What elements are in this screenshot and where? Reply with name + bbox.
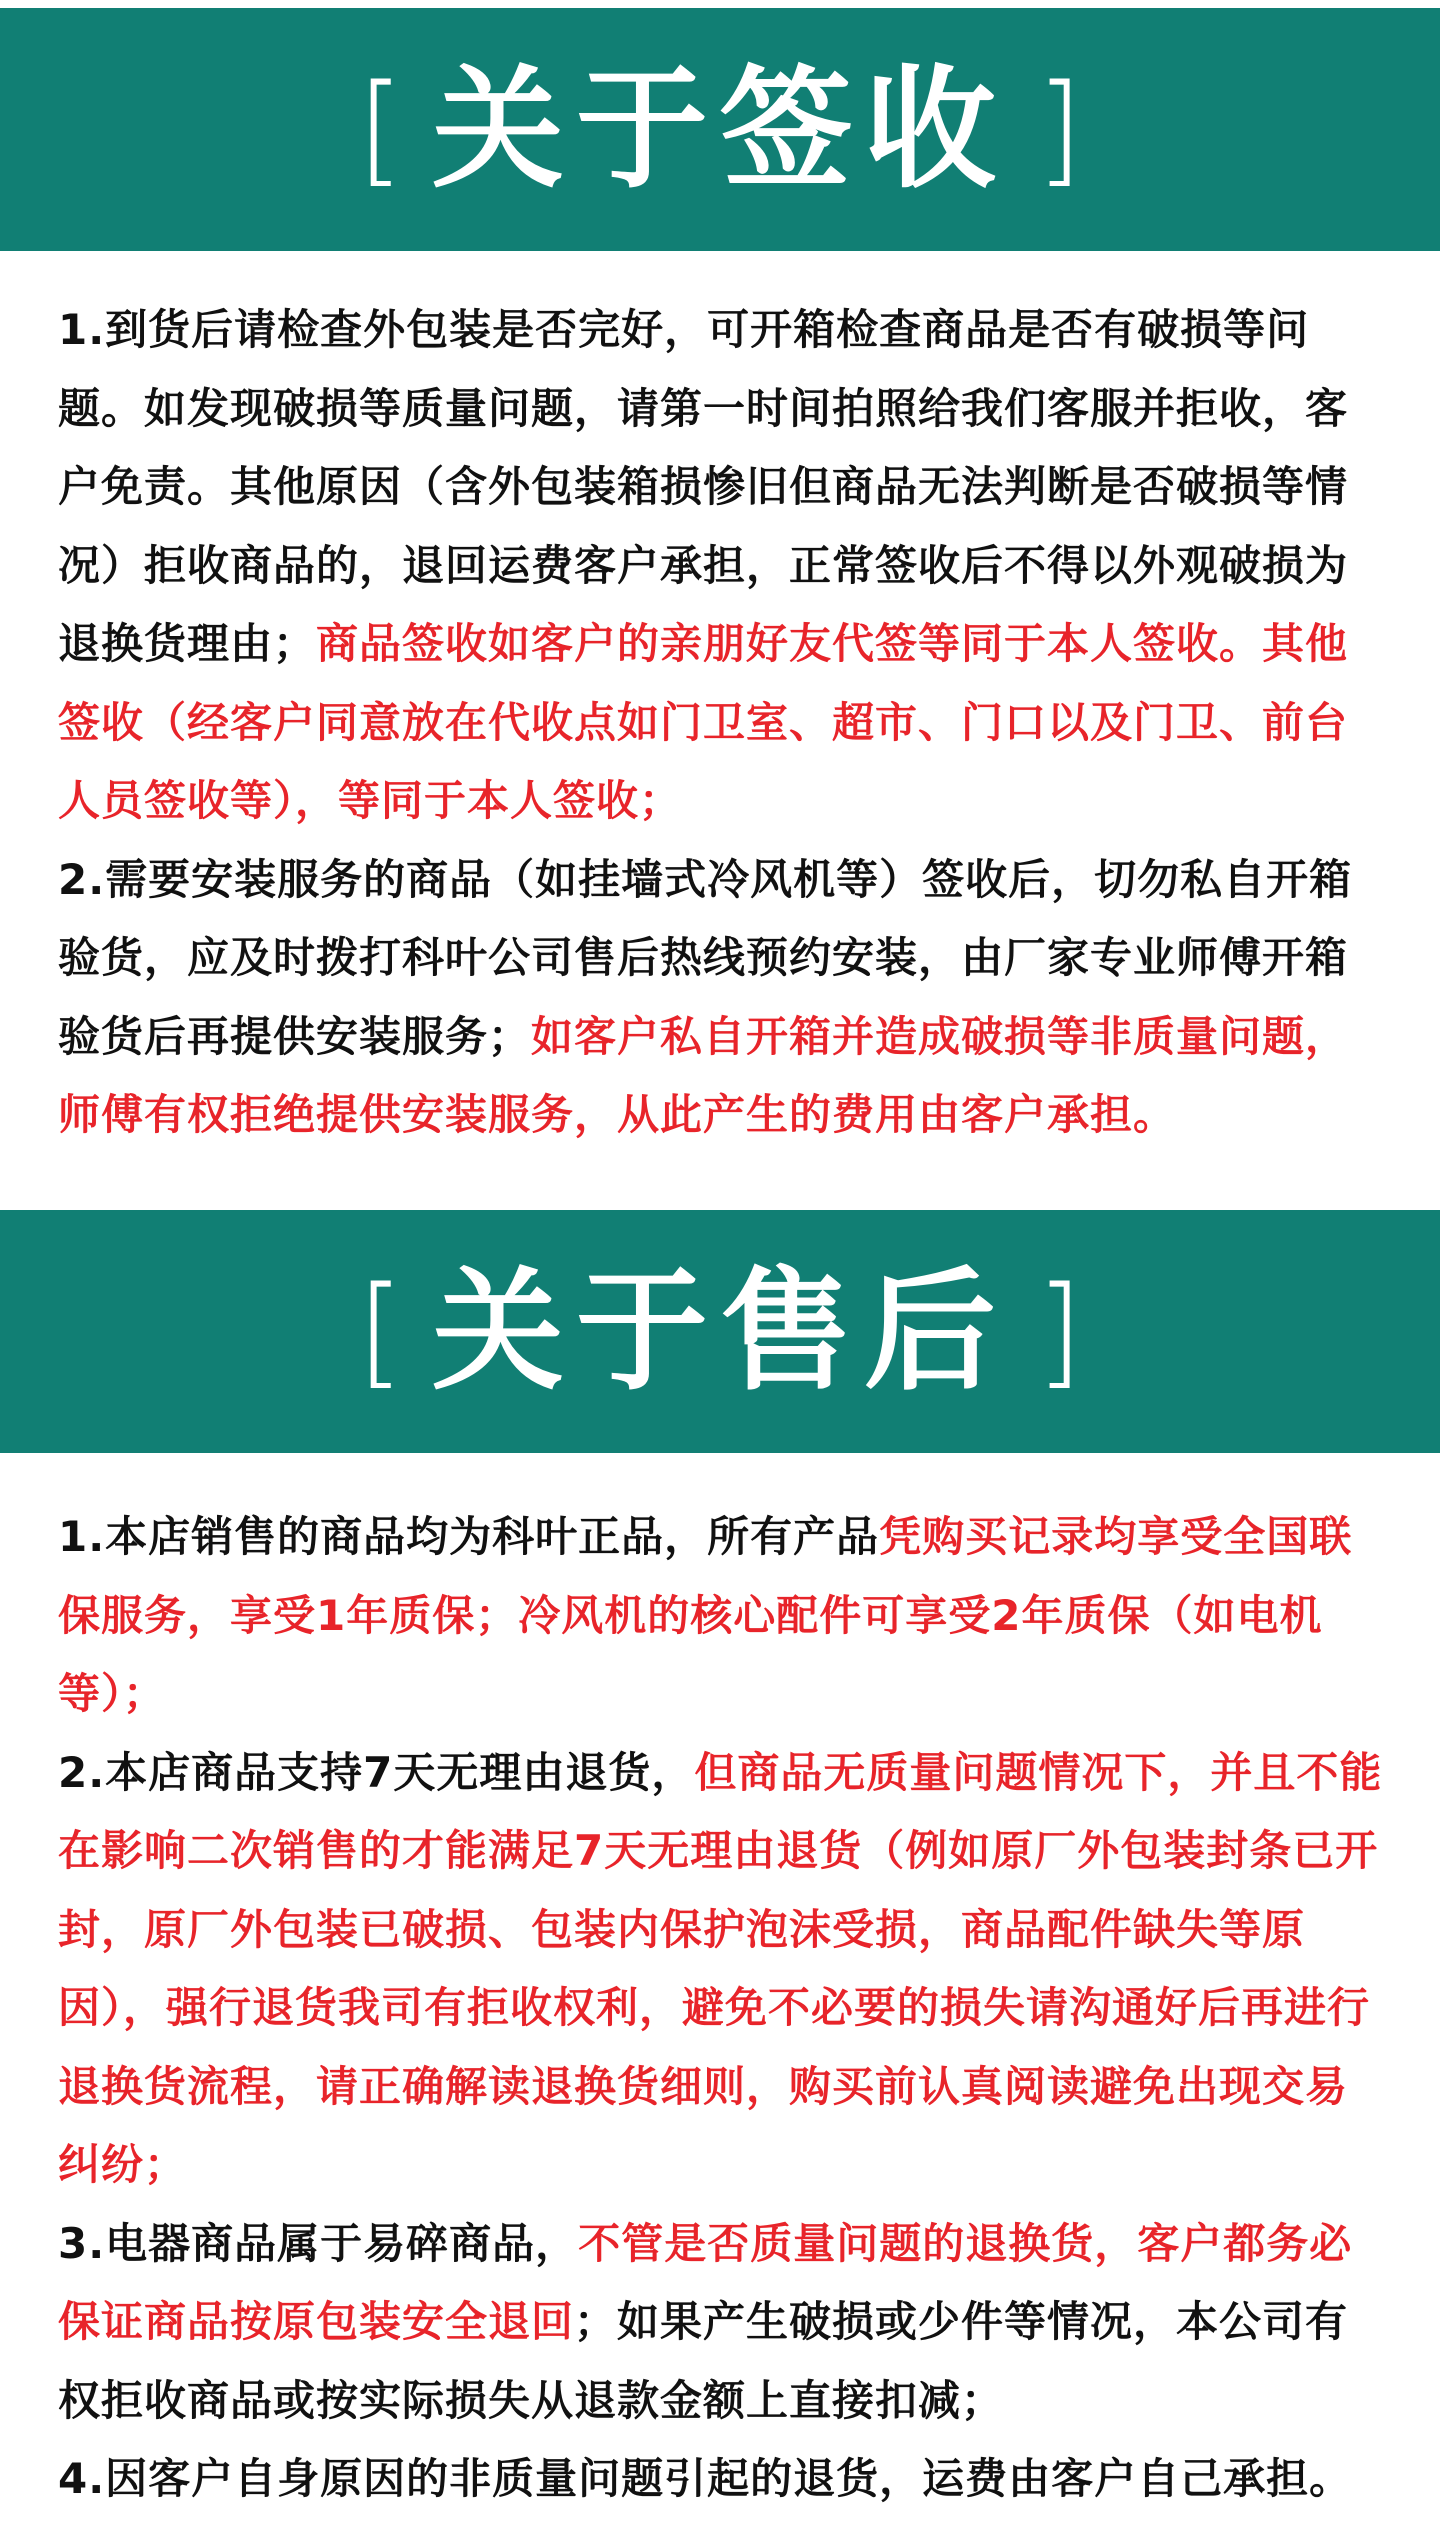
signing-section (58, 291, 1386, 1155)
signing-paragraph-2 (58, 841, 1386, 1155)
aftersales-section (58, 1498, 1386, 2519)
aftersales-p3-text-end: ；如果产生破损或少件等情况，本公司有权拒收商品或按实际损失从退款金额上直接扣减； (58, 2297, 1349, 2425)
aftersales-p3-text: 3.电器商品属于易碎商品， (58, 2218, 579, 2268)
signing-p2-text: 2.需要安装服务的商品（如挂墙式冷风机等）签收后，切勿私自开箱验货，应及时拨打科叶公司售后热线预约安装，由厂家专业师傅开箱验货后再提供安装服务； (58, 854, 1353, 1061)
aftersales-p4-text: 4.因客户自身原因的非质量问题引起的退货，运费由客户自己承担。 (58, 2454, 1353, 2503)
aftersales-paragraph-1 (58, 1498, 1386, 1734)
signing-paragraph-1 (58, 291, 1386, 841)
signing-banner (0, 8, 1440, 251)
bracket-right: ] (1036, 59, 1083, 199)
aftersales-title: 关于售后 (432, 1254, 1008, 1409)
aftersales-banner (0, 1210, 1440, 1453)
aftersales-p2-highlight: 但商品无质量问题情况下，并且不能在影响二次销售的才能满足7天无理由退货（例如原厂外包装封条已开封，原厂外包装已破损、包装内保护泡沫受损，商品配件缺失等原因），强行退货我司有拒收权利，避免不必要的损失请沟通好后再进行退换货流程，请正确解读退换货细则，购买前认真阅读避免出现交易纠纷； (58, 1747, 1383, 2189)
top-border (0, 0, 1440, 8)
aftersales-paragraph-4 (58, 2440, 1386, 2519)
bracket-left: [ (357, 1261, 404, 1401)
aftersales-p3-highlight: 不管是否质量问题的退换货，客户都务必保证商品按原包装安全退回 (58, 2218, 1353, 2346)
signing-title: 关于签收 (432, 52, 1008, 207)
aftersales-paragraph-2 (58, 1734, 1386, 2205)
signing-p1-text: 1.到货后请检查外包装是否完好，可开箱检查商品是否有破损等问题。如发现破损等质量问题，请第一时间拍照给我们客服并拒收，客户免责。其他原因（含外包装箱损惨旧但商品无法判断是否破损等情况）拒收商品的，退回运费客户承担，正常签收后不得以外观破损为退换货理由； (58, 305, 1349, 668)
aftersales-p1-highlight: 凭购买记录均享受全国联保服务，享受1年质保；冷风机的核心配件可享受2年质保（如电机等）； (58, 1512, 1353, 1718)
bracket-left: [ (357, 59, 404, 199)
aftersales-p2-text: 2.本店商品支持7天无理由退货， (58, 1747, 695, 1797)
signing-p1-highlight: 商品签收如客户的亲朋好友代签等同于本人签收。其他签收（经客户同意放在代收点如门卫室、超市、门口以及门卫、前台人员签收等），等同于本人签收； (58, 619, 1349, 825)
aftersales-paragraph-3 (58, 2205, 1386, 2441)
signing-p2-highlight: 如客户私自开箱并造成破损等非质量问题，师傅有权拒绝提供安装服务，从此产生的费用由客户承担。 (58, 1011, 1349, 1139)
bracket-right: ] (1036, 1261, 1083, 1401)
aftersales-p1-text: 1.本店销售的商品均为科叶正品，所有产品 (58, 1512, 880, 1561)
